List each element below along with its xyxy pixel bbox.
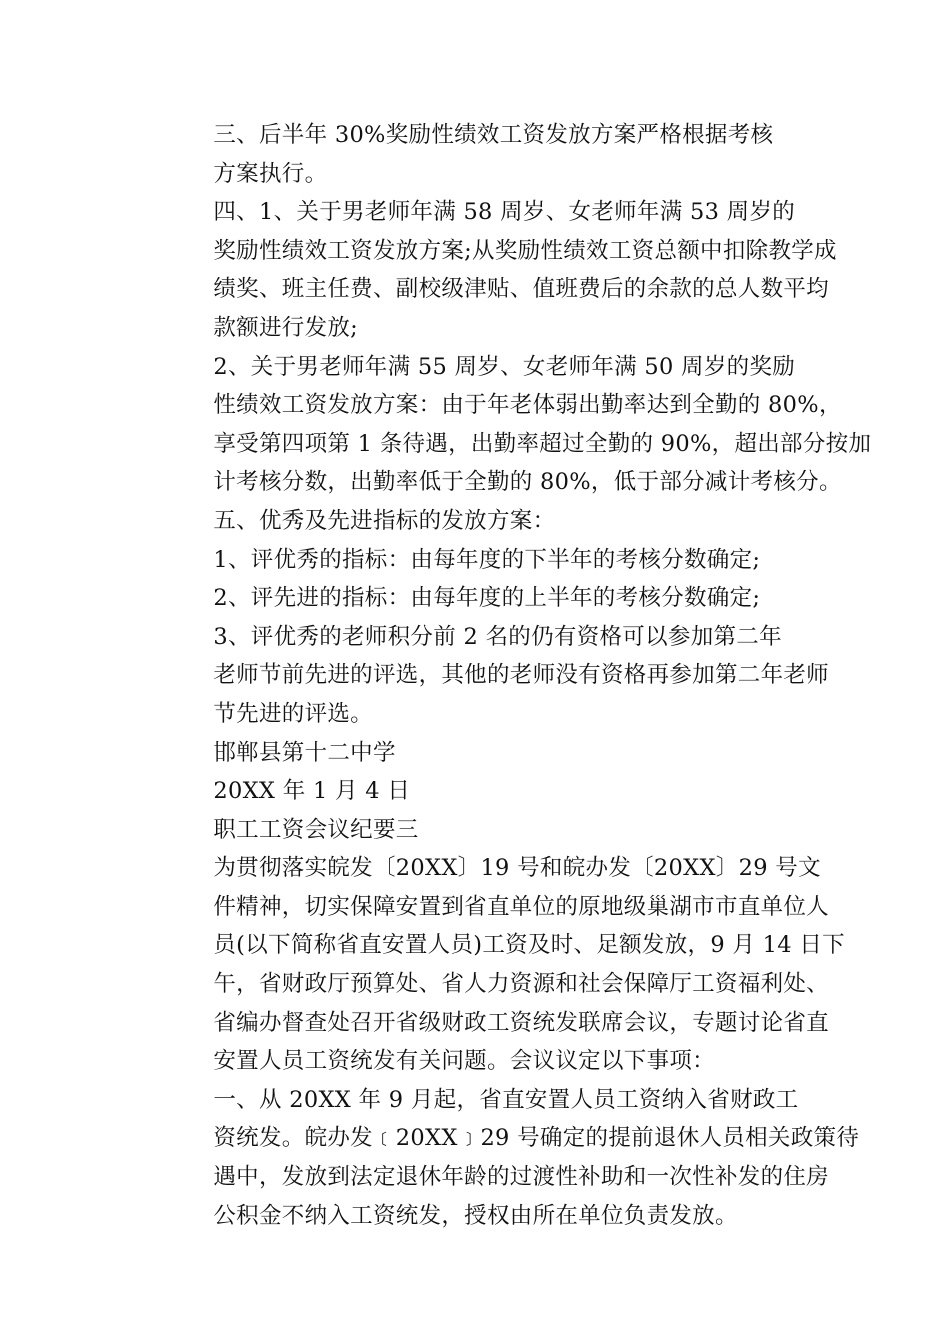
text-line: 款额进行发放; bbox=[213, 314, 359, 341]
text-line: 享受第四项第 1 条待遇，出勤率超过全勤的 90%，超出部分按加 bbox=[213, 430, 872, 457]
paragraph bbox=[147, 734, 807, 773]
paragraph bbox=[147, 772, 807, 811]
text-line: 计考核分数，出勤率低于全勤的 80%，低于部分减计考核分。 bbox=[213, 469, 842, 496]
text-line: 员(以下简称省直安置人员)工资及时、足额发放，9 月 14 日下 bbox=[213, 932, 845, 959]
paragraph bbox=[147, 541, 807, 580]
paragraph bbox=[147, 116, 807, 193]
text-line: 公积金不纳入工资统发，授权由所在单位负责发放。 bbox=[213, 1202, 738, 1229]
text-line: 20XX 年 1 月 4 日 bbox=[213, 778, 411, 805]
text-line: 性绩效工资发放方案：由于年老体弱出勤率达到全勤的 80%， bbox=[213, 392, 842, 419]
paragraph bbox=[147, 1081, 860, 1235]
text-line: 四、1、关于男老师年满 58 周岁、女老师年满 53 周岁的 bbox=[213, 199, 796, 226]
text-line: 一、从 20XX 年 9 月起，省直安置人员工资纳入省财政工 bbox=[213, 1086, 799, 1113]
paragraph bbox=[147, 193, 837, 347]
text-line: 老师节前先进的评选，其他的老师没有资格再参加第二年老师 bbox=[213, 662, 829, 689]
text-line: 件精神，切实保障安置到省直单位的原地级巢湖市市直单位人 bbox=[213, 893, 829, 920]
document-body bbox=[147, 116, 872, 1235]
text-line: 3、评优秀的老师积分前 2 名的仍有资格可以参加第二年 bbox=[213, 623, 782, 650]
paragraph bbox=[147, 579, 807, 618]
text-line: 遇中，发放到法定退休年龄的过渡性补助和一次性补发的住房 bbox=[213, 1164, 829, 1191]
text-line: 奖励性绩效工资发放方案;从奖励性绩效工资总额中扣除教学成 bbox=[213, 237, 837, 264]
text-line: 五、优秀及先进指标的发放方案： bbox=[213, 507, 556, 534]
paragraph bbox=[147, 348, 872, 502]
text-line: 安置人员工资统发有关问题。会议议定以下事项： bbox=[213, 1048, 715, 1075]
paragraph bbox=[147, 849, 845, 1081]
text-line: 省编办督查处召开省级财政工资统发联席会议，专题讨论省直 bbox=[213, 1009, 829, 1036]
text-line: 为贯彻落实皖发〔20XX〕19 号和皖办发〔20XX〕29 号文 bbox=[213, 855, 821, 882]
text-line: 方案执行。 bbox=[213, 160, 328, 187]
text-line: 节先进的评选。 bbox=[213, 700, 373, 727]
text-line: 2、关于男老师年满 55 周岁、女老师年满 50 周岁的奖励 bbox=[213, 353, 796, 380]
text-line: 邯郸县第十二中学 bbox=[213, 739, 396, 766]
text-line: 午，省财政厅预算处、省人力资源和社会保障厅工资福利处、 bbox=[213, 971, 829, 998]
text-line: 职工工资会议纪要三 bbox=[213, 816, 419, 843]
paragraph bbox=[147, 618, 829, 734]
paragraph bbox=[147, 811, 807, 850]
text-line: 三、后半年 30%奖励性绩效工资发放方案严格根据考核 bbox=[213, 122, 774, 148]
text-line: 资统发。皖办发﹝20XX﹞29 号确定的提前退休人员相关政策待 bbox=[213, 1125, 860, 1152]
text-line: 1、评优秀的指标：由每年度的下半年的考核分数确定; bbox=[213, 546, 761, 573]
text-line: 2、评先进的指标：由每年度的上半年的考核分数确定; bbox=[213, 585, 761, 612]
text-line: 绩奖、班主任费、副校级津贴、值班费后的余款的总人数平均 bbox=[213, 276, 829, 303]
paragraph bbox=[147, 502, 807, 541]
